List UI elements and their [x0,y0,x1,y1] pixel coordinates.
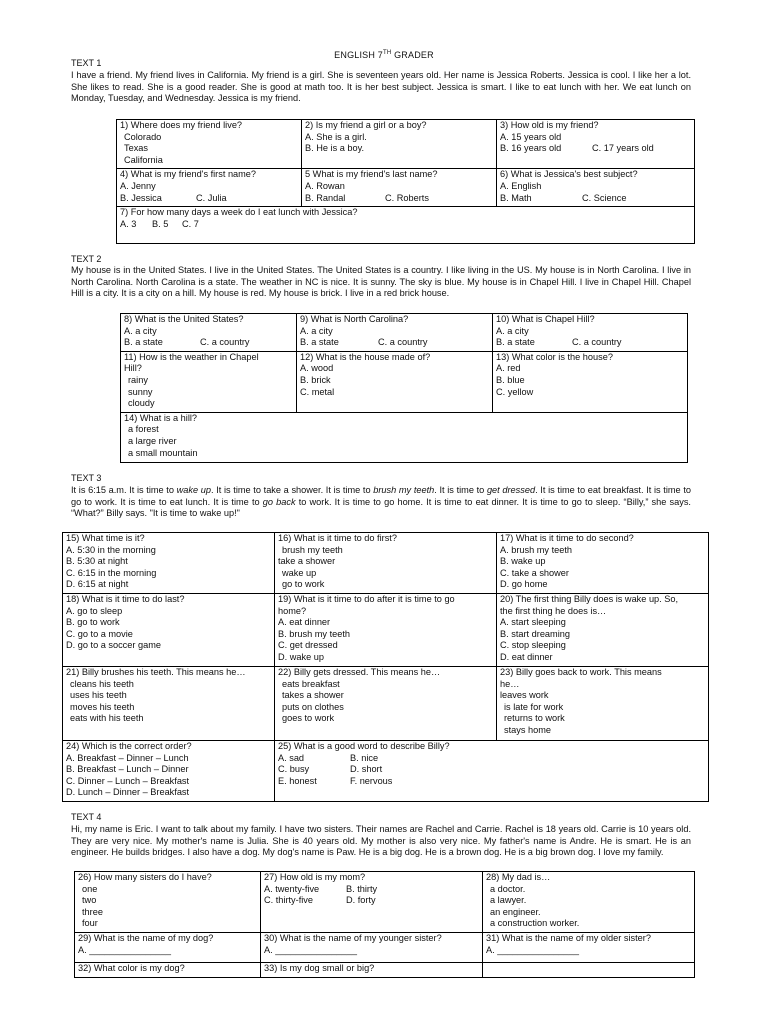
text2-label: TEXT 2 [71,254,102,264]
question-6: 6) What is Jessica's best subject? A. English B. Math C. Science [497,169,695,207]
text3-label: TEXT 3 [71,473,102,483]
text4-passage: Hi, my name is Eric. I want to talk about my family. I have two sisters. Their names are Rachel and Carrie. Rachel is 18 years old. Carrie is 10 years old. They are very nice. My mother's name is Julia. She is 40 years old. My mother is also very nice. My father's name is Andre. He is smart. He is an engineer. He builds bridges. I also have a dog. My dog's name is Paw. He is a big dog. He is a brown dog. He is a big brown dog. I love my family. [71,824,691,858]
question-22: 22) Billy gets dressed. This means he… eats breakfast takes a shower puts on clothes goes to work [275,666,497,740]
question-18: 18) What is it time to do last? A. go to sleep B. go to work C. go to a movie D. go to a soccer game [63,593,275,666]
question-4: 4) What is my friend's first name? A. Jenny B. Jessica C. Julia [117,169,302,207]
question-17: 17) What is it time to do second? A. brush my teeth B. wake up C. take a shower D. go home [497,533,709,594]
question-20: 20) The first thing Billy does is wake up. So, the first thing he does is… A. start sleeping B. start dreaming C. stop sleeping D. eat dinner [497,593,709,666]
question-7: 7) For how many days a week do I eat lunch with Jessica? A. 3 B. 5 C. 7 [117,207,695,244]
question-13: 13) What color is the house? A. red B. blue C. yellow [493,351,688,412]
text4-questions [74,871,695,978]
question-24: 24) Which is the correct order? A. Breakfast – Dinner – Lunch B. Breakfast – Lunch – Dinner C. Dinner – Lunch – Breakfast D. Lunch – Dinner – Breakfast [63,740,275,801]
empty-cell [483,963,695,978]
question-8: 8) What is the United States? A. a city B. a state C. a country [121,314,297,352]
text1-questions [116,119,695,244]
question-1: 1) Where does my friend live? Colorado Texas California [117,120,302,169]
question-32: 32) What color is my dog? [75,963,261,978]
question-19: 19) What is it time to do after it is time to go home? A. eat dinner B. brush my teeth C. get dressed D. wake up [275,593,497,666]
text2-passage: My house is in the United States. I live in the United States. The United States is a country. I like living in the US. My house is in North Carolina. I live in North Carolina. North Carolina is a state. The weather in NC is nice. It is sunny. The sky is blue. My house is in Chapel Hill. I live in Chapel Hill. Chapel Hill is a city. It is a city on a hill. My house is red. My house is brick. I live in a red brick house. [71,265,691,299]
question-11: 11) How is the weather in Chapel Hill? rainy sunny cloudy [121,351,297,412]
question-14: 14) What is a hill? a forest a large river a small mountain [121,412,688,462]
answer-blank[interactable]: A. ________________ [78,944,171,955]
question-29: 29) What is the name of my dog? A. ________________ [75,933,261,963]
question-3: 3) How old is my friend? A. 15 years old B. 16 years old C. 17 years old [497,120,695,169]
text4-label: TEXT 4 [71,812,102,822]
question-33: 33) Is my dog small or big? [261,963,483,978]
question-27: 27) How old is my mom? A. twenty-five B. thirty C. thirty-five D. forty [261,872,483,933]
question-26: 26) How many sisters do I have? one two three four [75,872,261,933]
text2-questions [120,313,688,463]
text3-questions [62,532,709,802]
question-16: 16) What is it time to do first? brush my teeth take a shower wake up go to work [275,533,497,594]
question-21: 21) Billy brushes his teeth. This means he… cleans his teeth uses his teeth moves his teeth eats with his teeth [63,666,275,740]
question-15: 15) What time is it? A. 5:30 in the morning B. 5:30 at night C. 6:15 in the morning D. 6:15 at night [63,533,275,594]
question-30: 30) What is the name of my younger sister? A. ________________ [261,933,483,963]
question-12: 12) What is the house made of? A. wood B. brick C. metal [297,351,493,412]
page-title: ENGLISH 7TH GRADER [334,50,434,60]
question-28: 28) My dad is… a doctor. a lawyer. an engineer. a construction worker. [483,872,695,933]
question-25: 25) What is a good word to describe Billy? A. sad B. nice C. busy D. short E. honest F. nervous [275,740,709,801]
question-23: 23) Billy goes back to work. This means he… leaves work is late for work returns to work stays home [497,666,709,740]
question-9: 9) What is North Carolina? A. a city B. a state C. a country [297,314,493,352]
answer-blank[interactable]: A. ________________ [486,944,579,955]
question-10: 10) What is Chapel Hill? A. a city B. a state C. a country [493,314,688,352]
question-5: 5 What is my friend's last name? A. Rowan B. Randal C. Roberts [302,169,497,207]
text1-passage: I have a friend. My friend lives in California. My friend is a girl. She is seventeen years old. Her name is Jessica Roberts. Jessica is cool. I like her a lot. She likes to read. She is a good reader. She is good at math too. It is her best subject. Jessica is smart. I like to eat lunch with her. We eat lunch on Monday, Tuesday, and Wednesday. Jessica is my friend. [71,70,691,104]
question-31: 31) What is the name of my older sister? A. ________________ [483,933,695,963]
text3-passage: It is 6:15 a.m. It is time to wake up. It is time to take a shower. It is time to brush my teeth. It is time to get dressed. It is time to eat breakfast. It is time to go to work. It is time to eat lunch. It is time to go back to work. It is time to go home. It is time to eat dinner. It is time to go to sleep. “Billy,” she says. “What?” Billy says. "It is time to wake up!" [71,485,691,519]
text1-label: TEXT 1 [71,58,102,68]
answer-blank[interactable]: A. ________________ [264,944,357,955]
question-2: 2) Is my friend a girl or a boy? A. She is a girl. B. He is a boy. [302,120,497,169]
